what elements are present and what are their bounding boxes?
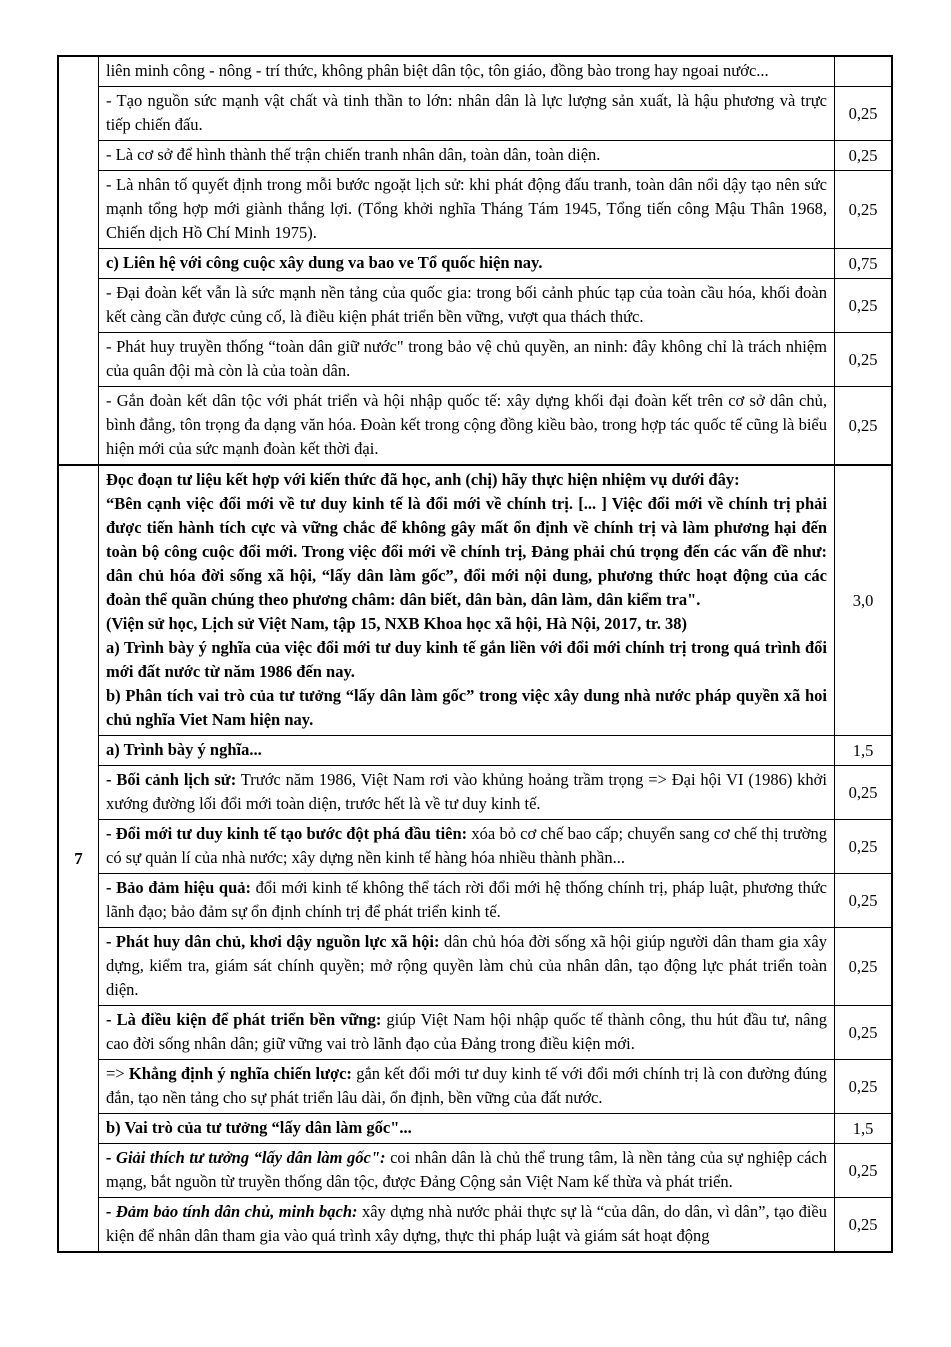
table-row xyxy=(99,86,891,140)
answer-text xyxy=(99,1198,834,1251)
points-value: 0,25 xyxy=(848,1022,878,1042)
answer-lead: - Giải thích tư tưởng “lấy dân làm gốc": xyxy=(106,1148,386,1167)
points-value: 0,25 xyxy=(848,103,878,123)
answer-body: - Là cơ sở để hình thành thế trận chiến tranh nhân dân, toàn dân, toàn diện. xyxy=(106,145,601,164)
question-7-rows xyxy=(99,466,891,1251)
question-intro xyxy=(99,466,834,735)
answer-lead: - Bối cảnh lịch sử: xyxy=(106,770,237,789)
points-value: 3,0 xyxy=(852,590,874,610)
points-cell xyxy=(834,249,891,278)
points-value: 0,75 xyxy=(848,253,878,273)
points-cell xyxy=(834,279,891,332)
question-intro-row xyxy=(99,466,891,735)
table-row xyxy=(99,927,891,1005)
answer-text xyxy=(99,57,834,86)
points-cell xyxy=(834,1006,891,1059)
table-row xyxy=(99,386,891,464)
points-cell xyxy=(834,736,891,765)
answer-body: - Tạo nguồn sức mạnh vật chất và tinh thần to lớn: nhân dân là lực lượng sản xuất, là hậu phương và trực tiếp chiến đấu. xyxy=(106,91,827,134)
table-row xyxy=(99,57,891,86)
answer-text xyxy=(99,87,834,140)
table-row-heading xyxy=(99,248,891,278)
points-value: 1,5 xyxy=(852,1118,874,1138)
intro-task-b: b) Phân tích vai trò của tư tưởng “lấy dân làm gốc” trong việc xây dung nhà nước pháp quyền xã hoi chủ nghĩa Viet Nam hiện nay. xyxy=(106,686,827,729)
answer-body: coi nhân dân là chủ thể trung tâm, là nền tảng của sự nghiệp cách mạng, bắt nguồn từ truyền thống dân tộc, được Đảng Cộng sản Việt Nam kế thừa và phát triển. xyxy=(106,1148,827,1191)
points-cell xyxy=(834,387,891,464)
points-value: 0,25 xyxy=(848,1160,878,1180)
answer-body: gắn kết đổi mới tư duy kinh tế với đổi mới chính trị là con đường đúng đắn, tạo nền tảng cho sự phát triển lâu dài, ổn định, bền vững của đất nước. xyxy=(106,1064,827,1107)
table-row xyxy=(99,170,891,248)
table-row xyxy=(99,1059,891,1113)
answer-text xyxy=(99,1144,834,1197)
answer-prefix: => xyxy=(106,1064,129,1083)
answer-text xyxy=(99,1060,834,1113)
points-cell xyxy=(834,57,891,86)
points-value: 0,25 xyxy=(848,1076,878,1096)
points-value: 0,25 xyxy=(848,956,878,976)
points-value: 0,25 xyxy=(848,782,878,802)
points-cell xyxy=(834,928,891,1005)
answer-text xyxy=(99,1114,834,1143)
points-cell xyxy=(834,1198,891,1251)
points-cell xyxy=(834,333,891,386)
answer-body: dân chủ hóa đời sống xã hội giúp người dân tham gia xây dựng, kiểm tra, giám sát chính quyền; mở rộng quyền làm chủ của nhân dân, tạo động lực phát triển toàn diện. xyxy=(106,932,827,999)
points-value: 0,25 xyxy=(848,349,878,369)
points-cell xyxy=(834,141,891,170)
points-value: 0,25 xyxy=(848,415,878,435)
points-value: 0,25 xyxy=(848,295,878,315)
answer-body: - Là nhân tố quyết định trong mỗi bước ngoặt lịch sử: khi phát động đấu tranh, toàn dân nổi dậy tạo nên sức mạnh tổng hợp mới giành thắng lợi. (Tổng khởi nghĩa Tháng Tám 1945, Tổng tiến công Mậu Thân 1968, Chiến dịch Hồ Chí Minh 1975). xyxy=(106,175,827,242)
table-row xyxy=(99,765,891,819)
points-cell xyxy=(834,466,891,735)
question-7-section xyxy=(59,464,891,1251)
answer-lead: c) Liên hệ với công cuộc xây dung va bao ve Tổ quốc hiện nay. xyxy=(106,253,543,272)
points-value: 0,25 xyxy=(848,145,878,165)
answer-text xyxy=(99,279,834,332)
answer-body: xóa bỏ cơ chế bao cấp; chuyển sang cơ chế thị trường có sự quản lí của nhà nước; xây dựng nền kinh tế hàng hóa nhiều thành phần... xyxy=(106,824,828,867)
points-cell xyxy=(834,820,891,873)
answer-body: - Đại đoàn kết vẫn là sức mạnh nền tảng của quốc gia: trong bối cảnh phúc tạp của toàn cầu hóa, khối đoàn kết càng cần được củng cố, là điều kiện phát triển bền vững, vượt qua thách thức. xyxy=(106,283,827,326)
table-row xyxy=(99,1197,891,1251)
answer-text xyxy=(99,387,834,464)
table-row xyxy=(99,1005,891,1059)
points-value: 1,5 xyxy=(852,740,874,760)
answer-lead: - Là điều kiện để phát triển bền vững: xyxy=(106,1010,382,1029)
table-row xyxy=(99,278,891,332)
answer-body: xây dựng nhà nước phải thực sự là “của dân, do dân, vì dân”, tạo điều kiện để nhân dân tham gia vào quá trình xây dựng, thực thi pháp luật và giám sát hoạt động xyxy=(106,1202,828,1245)
answer-lead: Khẳng định ý nghĩa chiến lược: xyxy=(128,1064,352,1083)
question-number-cell xyxy=(59,57,99,464)
table-row xyxy=(99,873,891,927)
points-cell xyxy=(834,1114,891,1143)
intro-task-a: a) Trình bày ý nghĩa của việc đổi mới tư duy kinh tế gắn liền với đổi mới chính trị trong quá trình đổi mới đất nước từ năm 1986 đến nay. xyxy=(106,638,827,681)
table-row-heading xyxy=(99,735,891,765)
question-number: 7 xyxy=(74,848,83,868)
question-6-section xyxy=(59,57,891,464)
points-cell xyxy=(834,87,891,140)
answer-text xyxy=(99,1006,834,1059)
answer-text xyxy=(99,820,834,873)
question-6-rows xyxy=(99,57,891,464)
answer-text xyxy=(99,928,834,1005)
answer-text xyxy=(99,141,834,170)
grading-rubric-table xyxy=(57,55,893,1253)
answer-body: giúp Việt Nam hội nhập quốc tế thành công, thu hút đầu tư, nâng cao đời sống nhân dân; giữ vững vai trò lãnh đạo của Đảng trong điều kiện mới. xyxy=(106,1010,827,1053)
answer-lead: - Bảo đảm hiệu quả: xyxy=(106,878,252,897)
answer-lead: a) Trình bày ý nghĩa... xyxy=(106,740,262,759)
points-value: 0,25 xyxy=(848,199,878,219)
table-row xyxy=(99,1143,891,1197)
answer-text xyxy=(99,249,834,278)
table-row-heading xyxy=(99,1113,891,1143)
intro-paragraph: Đọc đoạn tư liệu kết hợp với kiến thức đã học, anh (chị) hãy thực hiện nhiệm vụ dưới đây: xyxy=(106,470,740,489)
answer-text xyxy=(99,333,834,386)
answer-lead: - Đảm bảo tính dân chủ, minh bạch: xyxy=(106,1202,358,1221)
intro-citation: (Viện sử học, Lịch sử Việt Nam, tập 15, NXB Khoa học xã hội, Hà Nội, 2017, tr. 38) xyxy=(106,614,687,633)
table-row xyxy=(99,332,891,386)
answer-text xyxy=(99,736,834,765)
intro-quote: “Bên cạnh việc đổi mới về tư duy kinh tế là đổi mới về chính trị. [... ] Việc đổi mới về chính trị phải được tiến hành tích cực và vững chắc để không gây mất ổn định về chính trị và làm phương hại đến toàn bộ công cuộc đổi mới. Trong việc đổi mới về chính trị, Đảng phải chú trọng đến các vấn đề như: dân chủ hóa đời sống xã hội, “lấy dân làm gốc”, đổi mới nội dung, phương thức hoạt động của các đoàn thể quần chúng theo phương châm: dân biết, dân bàn, dân làm, dân kiểm tra". xyxy=(106,494,827,609)
answer-text xyxy=(99,171,834,248)
answer-text xyxy=(99,766,834,819)
answer-lead: b) Vai trò của tư tưởng “lấy dân làm gốc"... xyxy=(106,1118,412,1137)
points-value: 0,25 xyxy=(848,836,878,856)
answer-body: - Phát huy truyền thống “toàn dân giữ nước" trong bảo vệ chủ quyền, an ninh: đây không chỉ là trách nhiệm của quân đội mà còn là của toàn dân. xyxy=(106,337,827,380)
answer-body: - Gắn đoàn kết dân tộc với phát triển và hội nhập quốc tế: xây dựng khối đại đoàn kết trên cơ sở dân chủ, bình đẳng, tôn trọng đa dạng văn hóa. Đoàn kết trong cộng đồng kiều bào, trong hợp tác quốc tế cũng là biểu hiện mới của sức mạnh đoàn kết thời đại. xyxy=(106,391,827,458)
points-cell xyxy=(834,874,891,927)
table-row xyxy=(99,140,891,170)
question-number-cell xyxy=(59,466,99,1251)
table-row xyxy=(99,819,891,873)
answer-body: liên minh công - nông - trí thức, không phân biệt dân tộc, tôn giáo, đồng bào trong hay ngoai nước... xyxy=(106,61,769,80)
points-value: 0,25 xyxy=(848,890,878,910)
answer-body: đổi mới kinh tế không thể tách rời đổi mới hệ thống chính trị, pháp luật, phương thức lãnh đạo; bảo đảm sự ổn định chính trị để phát triển kinh tế. xyxy=(106,878,827,921)
answer-body: Trước năm 1986, Việt Nam rơi vào khủng hoảng trầm trọng => Đại hội VI (1986) khởi xướng đường lối đổi mới toàn diện, trước hết là về tư duy kinh tế. xyxy=(106,770,827,813)
points-cell xyxy=(834,171,891,248)
points-cell xyxy=(834,1144,891,1197)
answer-lead: - Phát huy dân chủ, khơi dậy nguồn lực xã hội: xyxy=(106,932,440,951)
points-value: 0,25 xyxy=(848,1214,878,1234)
answer-text xyxy=(99,874,834,927)
points-cell xyxy=(834,766,891,819)
points-cell xyxy=(834,1060,891,1113)
answer-lead: - Đổi mới tư duy kinh tế tạo bước đột phá đầu tiên: xyxy=(106,824,468,843)
